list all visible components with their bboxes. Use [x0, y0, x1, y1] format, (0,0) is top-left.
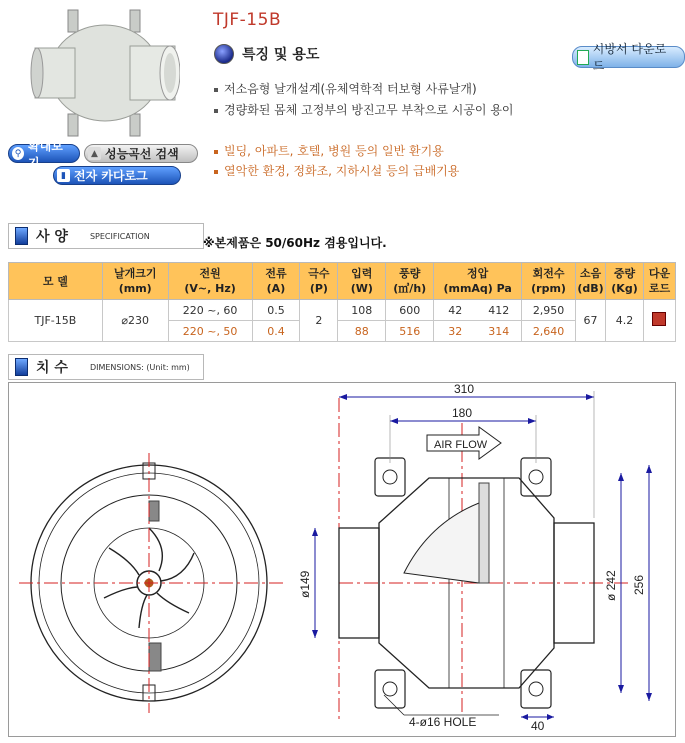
performance-curve-button[interactable]: ▲ 성능곡선 검색	[84, 144, 198, 163]
cell-input: 108	[338, 300, 386, 321]
cell-weight: 4.2	[606, 300, 644, 342]
spec-download-button[interactable]	[572, 42, 685, 73]
drawing-svg	[9, 383, 675, 736]
pdf-download-icon[interactable]	[652, 312, 666, 326]
cell-pressure: 32 314	[434, 321, 522, 342]
frequency-note: ※본제품은 50/60Hz 겸용입니다.	[203, 236, 387, 250]
col-power: 전원 (V~, Hz)	[168, 263, 252, 300]
table-header-row	[9, 263, 676, 300]
dim-180: 180	[452, 406, 473, 420]
dim-149: ø149	[298, 570, 312, 598]
cell-rpm: 2,640	[522, 321, 576, 342]
cell-pressure: 42 412	[434, 300, 522, 321]
bullet-icon	[214, 44, 234, 64]
dimensions-section-header: 치 수 DIMENSIONS: (Unit: mm)	[8, 354, 204, 380]
spec-table	[8, 262, 676, 342]
use-item: 빌딩, 아파트, 호텔, 병원 등의 일반 환기용	[214, 142, 444, 159]
front-view	[19, 453, 284, 713]
cell-poles: 2	[300, 300, 338, 342]
chart-icon: ▲	[88, 147, 101, 160]
col-poles: 극수 (P)	[300, 263, 338, 300]
col-current: 전류 (A)	[252, 263, 300, 300]
dim-242: ø 242	[604, 570, 618, 601]
use-item: 열악한 환경, 정화조, 지하시설 등의 급배기용	[214, 162, 459, 179]
cell-current: 0.5	[252, 300, 300, 321]
feature-item: 경량화된 몸체 고정부의 방진고무 부착으로 시공이 용이	[214, 101, 514, 118]
cell-current: 0.4	[252, 321, 300, 342]
dim-40: 40	[531, 719, 545, 733]
col-airflow: 풍량 (㎥/h)	[386, 263, 434, 300]
magnifier-icon: ⚲	[12, 147, 24, 160]
features-heading-label: 특징 및 용도	[242, 47, 320, 63]
cell-power: 220 ~, 60	[168, 300, 252, 321]
hole-label: 4-ø16 HOLE	[409, 715, 477, 729]
bullet-icon	[214, 88, 218, 92]
side-view	[298, 383, 652, 733]
col-model: 모 델	[9, 263, 103, 300]
spec-download-label: 시방서 다운로드	[592, 42, 667, 73]
cell-power: 220 ~, 50	[168, 321, 252, 342]
dimension-drawing	[8, 382, 676, 737]
bullet-icon	[214, 170, 218, 174]
cell-noise: 67	[576, 300, 606, 342]
airflow-label: AIR FLOW	[434, 439, 488, 451]
dim-310: 310	[454, 383, 475, 396]
cell-input: 88	[338, 321, 386, 342]
col-input: 입력 (W)	[338, 263, 386, 300]
section-marker-icon	[15, 358, 28, 376]
model-title: TJF-15B	[213, 10, 282, 30]
cell-model: TJF-15B	[9, 300, 103, 342]
col-weight: 중량 (Kg)	[606, 263, 644, 300]
catalog-button[interactable]: ▮ 전자 카다로그	[53, 166, 181, 185]
product-photo	[30, 8, 180, 138]
cell-blade: ⌀230	[102, 300, 168, 342]
feature-item: 저소음형 날개설계(유체역학적 터보형 사류날개)	[214, 80, 477, 97]
col-download: 다운 로드	[643, 263, 675, 300]
col-noise: 소음 (dB)	[576, 263, 606, 300]
cell-rpm: 2,950	[522, 300, 576, 321]
zoom-button[interactable]: ⚲ 확대보기	[8, 144, 80, 163]
document-icon	[577, 50, 589, 65]
col-rpm: 회전수 (rpm)	[522, 263, 576, 300]
col-pressure: 정압 (mmAq) Pa	[434, 263, 522, 300]
features-heading	[214, 44, 319, 64]
bullet-icon	[214, 109, 218, 113]
section-marker-icon	[15, 227, 28, 245]
spec-section-header: 사 양 SPECIFICATION	[8, 223, 204, 249]
table-row	[9, 300, 676, 321]
cell-airflow: 600	[386, 300, 434, 321]
cell-airflow: 516	[386, 321, 434, 342]
cell-download	[643, 300, 675, 342]
book-icon: ▮	[57, 169, 70, 182]
dim-256: 256	[632, 574, 646, 595]
col-blade: 날개크기 (mm)	[102, 263, 168, 300]
bullet-icon	[214, 150, 218, 154]
